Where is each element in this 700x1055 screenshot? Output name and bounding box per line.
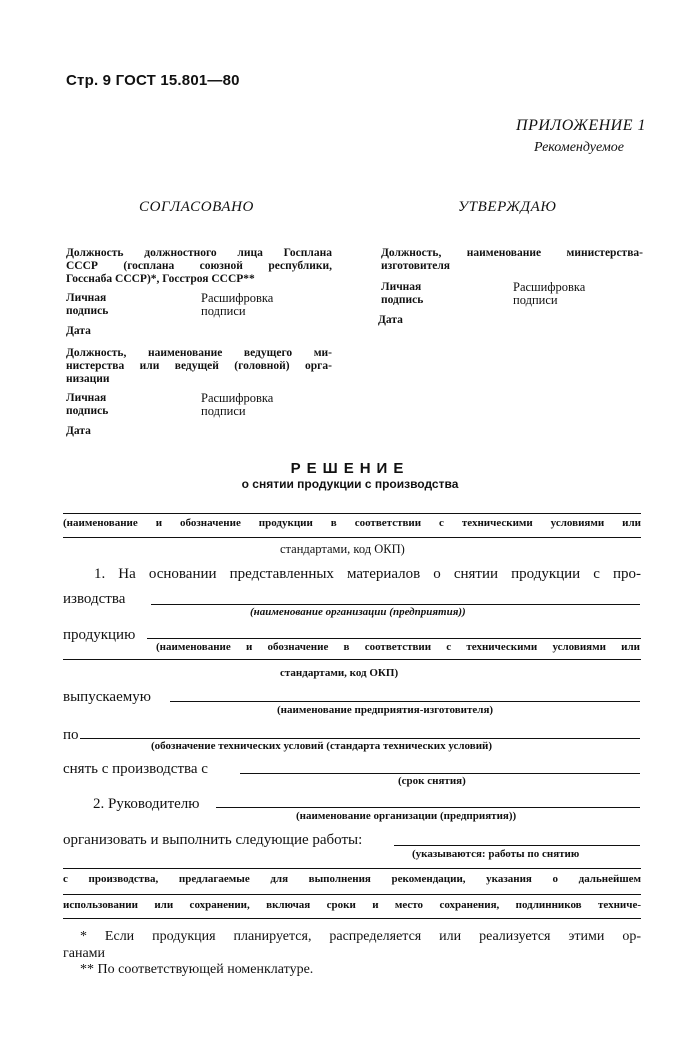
left-official1 <box>66 247 332 286</box>
works-text: использовании или сохранении, включая сроки и место сохранения, подлинников техниче- <box>63 899 641 911</box>
works-line-2 <box>63 894 641 895</box>
signature-label: подпись <box>66 405 109 417</box>
works-text-3 <box>63 899 641 911</box>
left-decode-2 <box>201 392 273 418</box>
product-caption-2: стандартами, код ОКП) <box>280 542 405 556</box>
left-official2 <box>66 347 332 386</box>
p2-label: 2. Руководителю <box>93 796 200 812</box>
agreed-heading: СОГЛАСОВАНО <box>139 199 254 215</box>
right-decode <box>513 281 585 307</box>
term-caption: (срок снятия) <box>398 775 466 787</box>
left-decode-1 <box>201 292 273 318</box>
right-official <box>381 247 643 273</box>
product-line-2 <box>63 537 641 538</box>
decision-subtitle: о снятии продукции с производства <box>241 477 459 491</box>
decode-label: подписи <box>201 404 246 418</box>
decode-label: Расшифровка <box>201 291 274 305</box>
approve-heading: УТВЕРЖДАЮ <box>458 199 557 215</box>
tu-caption: (обозначение технических условий (стандарта технических условий) <box>151 740 493 752</box>
decision-title: РЕШЕНИЕ <box>290 460 410 477</box>
page-header: Стр. 9 ГОСТ 15.801—80 <box>66 72 240 89</box>
left-date-1: Дата <box>66 325 91 337</box>
product2-caption-2: стандартами, код ОКП) <box>280 667 399 679</box>
product-caption-1 <box>63 517 641 529</box>
decode-label: подписи <box>513 293 558 307</box>
works-text: с производства, предлагаемые для выполнения рекомендации, указания о дальнейшем <box>63 873 641 885</box>
by-label: по <box>63 727 79 743</box>
left-signature-2 <box>66 392 108 418</box>
left-official1-line: СССР (госплана союзной республики, <box>66 260 332 272</box>
left-official1-line: Госснаба СССР)*, Госстроя СССР** <box>66 273 255 285</box>
decode-label: Расшифровка <box>201 391 274 405</box>
works-line-3 <box>63 918 641 919</box>
left-date-2: Дата <box>66 425 91 437</box>
left-official2-line: нистерства или ведущей (головной) орга- <box>66 360 332 372</box>
product2-caption-1 <box>156 641 640 653</box>
decode-label: Расшифровка <box>513 280 586 294</box>
org-caption: (наименование организации (предприятия)) <box>250 606 466 618</box>
term-line <box>240 773 640 774</box>
product2-line <box>147 638 641 639</box>
signature-label: Личная <box>381 281 422 293</box>
footnote-text: * Если продукция планируется, распределяется или реализуется этими ор- <box>80 929 641 944</box>
remove-label: снять с производства с <box>63 761 208 777</box>
signature-label: Личная <box>66 392 107 404</box>
works-line-1 <box>63 868 641 869</box>
footnote-1 <box>63 929 641 945</box>
caption-text: (наименование и обозначение продукции в соответствии с техническими условиями или <box>63 517 641 529</box>
left-official2-line: Должность, наименование ведущего ми- <box>66 347 332 359</box>
right-official-line: Должность, наименование министерства- <box>381 247 643 259</box>
product-line <box>63 513 641 514</box>
tu-line <box>80 738 640 739</box>
right-signature <box>381 281 423 307</box>
org2-caption: (наименование организации (предприятия)) <box>296 810 517 822</box>
works-caption: (указываются: работы по снятию <box>412 848 580 860</box>
product2-line-2 <box>63 659 641 660</box>
footnote-2: ** По соответствующей номенклатуре. <box>80 962 314 977</box>
p1-line: 1. На основании представленных материалов о снятии продукции с про- <box>94 566 641 582</box>
product-label: продукцию <box>63 627 136 643</box>
caption-text: (наименование и обозначение в соответствии с техническими условиями или <box>156 641 640 653</box>
producer-line <box>170 701 640 702</box>
p1-cont: изводства <box>63 591 126 607</box>
works-line <box>394 845 640 846</box>
org-line <box>151 604 640 605</box>
p1-text <box>63 566 641 583</box>
left-official1-line: Должность должностного лица Госплана <box>66 247 332 259</box>
signature-label: подпись <box>381 294 424 306</box>
producer-caption: (наименование предприятия-изготовителя) <box>277 704 494 716</box>
works-text-2 <box>63 873 641 885</box>
footnote-1-cont: ганами <box>63 946 106 961</box>
appendix-title: ПРИЛОЖЕНИЕ 1 <box>516 117 646 134</box>
right-official-line: изготовителя <box>381 260 451 272</box>
appendix-subtitle: Рекомендуемое <box>534 140 624 155</box>
left-official2-line: низации <box>66 373 110 385</box>
right-date: Дата <box>378 314 403 326</box>
produced-label: выпускаемую <box>63 689 151 705</box>
left-signature-1 <box>66 292 108 318</box>
signature-label: подпись <box>66 305 109 317</box>
decode-label: подписи <box>201 304 246 318</box>
works-label: организовать и выполнить следующие работы: <box>63 832 363 848</box>
signature-label: Личная <box>66 292 107 304</box>
org2-line <box>216 807 640 808</box>
